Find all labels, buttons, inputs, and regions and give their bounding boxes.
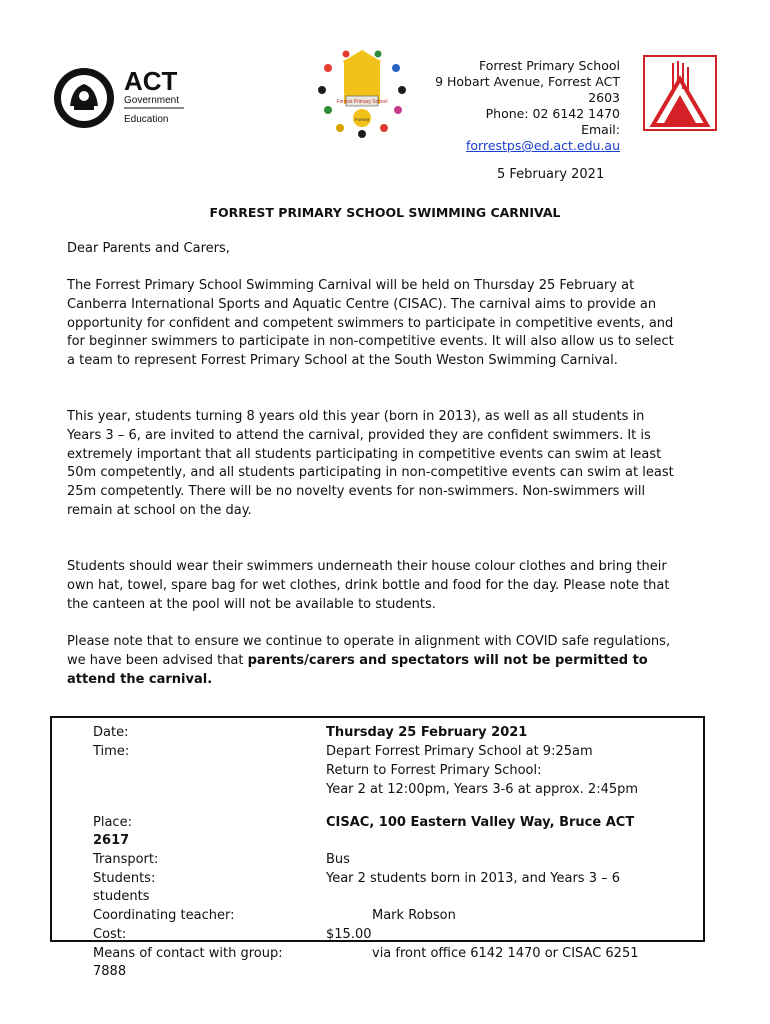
place-label: Place: xyxy=(93,815,132,830)
paragraph-covid-notice: Please note that to ensure we continue to operate in alignment with COVID safe regulations, we have been advised that parents/carers and spectators will not be permitted to attend the carnival. xyxy=(67,634,671,687)
street-address: 9 Hobart Avenue, Forrest ACT xyxy=(435,74,620,89)
place-value: CISAC, 100 Eastern Valley Way, Bruce ACT xyxy=(326,815,635,830)
cost-value: $15.00 xyxy=(326,927,372,942)
time-return-detail: Year 2 at 12:00pm, Years 3-6 at approx. 2:45pm xyxy=(326,782,639,797)
teacher-value: Mark Robson xyxy=(372,908,456,923)
act-logo-line2: Government xyxy=(124,95,180,106)
paragraph-what-to-bring: Students should wear their swimmers underneath their house colour clothes and bring their own hat, towel, spare bag for wet clothes, drink bottle and food for the day. Please note that the canteen at the pool will not be available to students. xyxy=(67,559,670,612)
school-address-block xyxy=(400,58,620,153)
postcode: 2603 xyxy=(588,90,620,105)
students-value: Year 2 students born in 2013, and Years 3 – 6 xyxy=(326,871,621,886)
email-label: Email: xyxy=(581,122,620,137)
letter-title: FORREST PRIMARY SCHOOL SWIMMING CARNIVAL xyxy=(209,205,561,220)
contact-value: via front office 6142 1470 or CISAC 6251 xyxy=(372,946,639,961)
school-crest-logo xyxy=(314,48,410,140)
act-government-logo xyxy=(52,66,192,130)
students-label: Students: xyxy=(93,871,156,886)
contact-value-cont: 7888 xyxy=(93,964,127,979)
students-value-cont: students xyxy=(93,889,150,904)
contact-label: Means of contact with group: xyxy=(93,946,283,961)
time-label: Time: xyxy=(93,744,130,759)
time-depart: Depart Forrest Primary School at 9:25am xyxy=(326,744,593,759)
email-link[interactable]: forrestps@ed.act.edu.au xyxy=(466,138,620,153)
paragraph-intro: The Forrest Primary School Swimming Carnival will be held on Thursday 25 February at Canberra International Sports and Aquatic Centre (CISAC). The carnival aims to provide an opportunity for confident and competent swimmers to participate in competitive events, and for beginner swimmers to participate in non-competitive events. It will also allow us to select a team to represent Forrest Primary School at the South Weston Swimming Carnival. xyxy=(67,278,674,369)
phone: Phone: 02 6142 1470 xyxy=(485,106,620,121)
letter-date: 5 February 2021 xyxy=(497,167,605,182)
date-label: Date: xyxy=(93,725,129,740)
salutation: Dear Parents and Carers, xyxy=(67,241,230,256)
place-postcode: 2617 xyxy=(93,833,130,848)
cost-label: Cost: xyxy=(93,927,127,942)
date-value: Thursday 25 February 2021 xyxy=(326,725,528,740)
school-logo-motto: Forrest xyxy=(354,117,370,122)
act-logo-line3: Education xyxy=(124,114,169,125)
school-name: Forrest Primary School xyxy=(478,58,620,73)
covid-notice-bold: parents/carers and spectators will not be permitted to attend the carnival. xyxy=(67,652,648,687)
forrest-school-logo xyxy=(643,55,717,131)
school-logo-text: Forrest Primary School xyxy=(336,99,388,105)
transport-value: Bus xyxy=(326,852,350,867)
transport-label: Transport: xyxy=(93,852,159,867)
paragraph-eligibility: This year, students turning 8 years old this year (born in 2013), as well as all students in Years 3 – 6, are invited to attend the carnival, provided they are confident swimmers. It is extremely important that all students participating in competitive events can swim at least 50m competently, and all students participating in non-competitive events can swim at least 25m competently. There will be no novelty events for non-swimmers. Non-swimmers will remain at school on the day. xyxy=(67,409,674,518)
teacher-label: Coordinating teacher: xyxy=(93,908,235,923)
act-logo-line1: ACT xyxy=(124,66,178,96)
time-return-label: Return to Forrest Primary School: xyxy=(326,763,542,778)
